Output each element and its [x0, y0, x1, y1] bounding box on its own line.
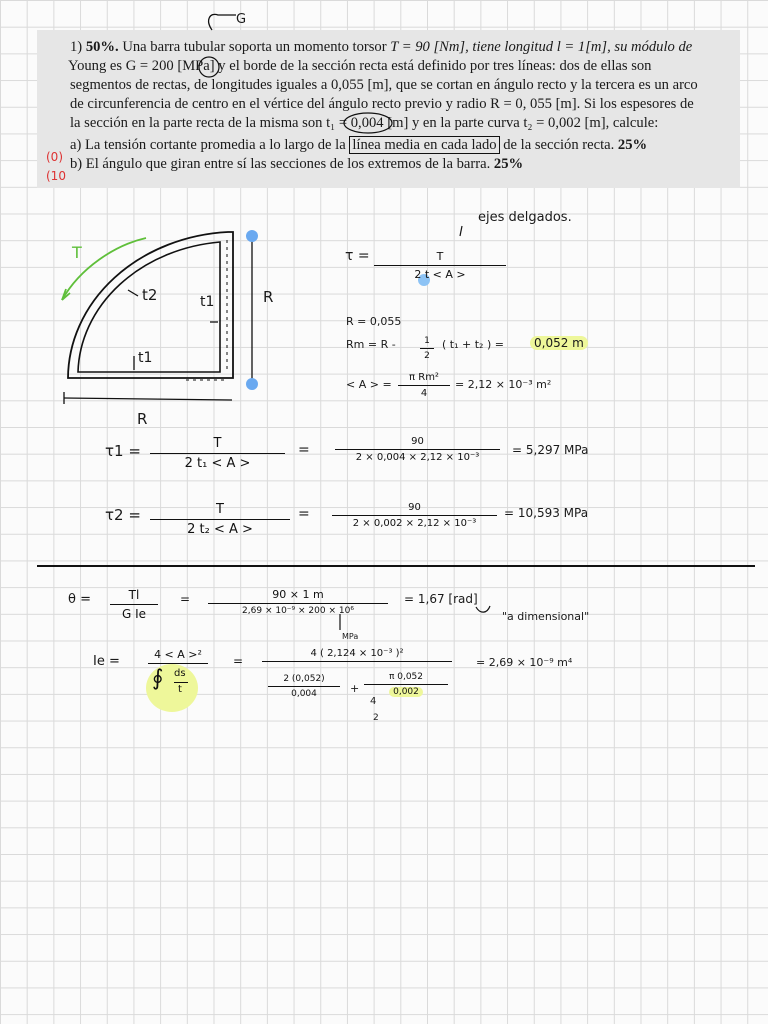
tau1-den2: 2 × 0,004 × 2,12 × 10⁻³ [355, 452, 480, 464]
tau2-den2: 2 × 0,002 × 2,12 × 10⁻³ [352, 518, 477, 530]
tau-num: T [436, 250, 444, 263]
a-lhs: < A > = [346, 378, 392, 391]
theta-adim: "a dimensional" [502, 610, 590, 623]
tau-frac [374, 250, 506, 281]
tau2-lhs: τ2 = [105, 506, 141, 524]
ie-den2b-num: π 0,052 [388, 672, 424, 682]
ie-den2b-den: 0,002 [389, 687, 423, 697]
theta-num2: 90 × 1 m [272, 588, 324, 601]
item-b-text: b) El ángulo que giran entre sí las secciones de los extremos de la barra. [70, 156, 491, 172]
ejes-delgados: ejes delgados. [478, 210, 572, 225]
a-den: 4 [420, 388, 428, 400]
annot-g: G [236, 12, 247, 27]
a-num: π Rm² [409, 372, 439, 383]
ie-den2b-four: 4 [370, 696, 377, 707]
ie-den2b [364, 672, 448, 697]
item-a-suffix: de la sección recta. [503, 137, 615, 153]
item-b-percent: 25% [493, 156, 524, 172]
item-a-boxed: línea media en cada lado [349, 136, 499, 154]
theta-frac2 [208, 588, 388, 616]
tau1-eq: = [298, 442, 310, 458]
ie-num1: 4 < A >² [154, 648, 202, 661]
r-value: R = 0,055 [346, 315, 402, 328]
mark-a: (0) [46, 150, 63, 164]
tau2-result: = 10,593 MPa [504, 506, 589, 520]
a-result: = 2,12 × 10⁻³ m² [455, 378, 552, 391]
rm-frac-den: 2 [424, 351, 430, 362]
ie-den2a-num: 2 (0,052) [283, 674, 325, 684]
item-a-percent: 25% [617, 137, 648, 153]
ie-plus: + [350, 682, 360, 695]
ie-t: t [178, 684, 182, 696]
problem-text-3: segmentos de rectas, de longitudes iguales a 0,055 [m], que se cortan en ángulo recto y la tercera es un arco [70, 77, 698, 93]
tau1-den1: 2 t₁ < A > [184, 456, 251, 472]
tau1-lhs: τ1 = [105, 442, 141, 460]
ie-num2: 4 ( 2,124 × 10⁻³ )² [310, 648, 404, 659]
annot-g-arrow [209, 14, 236, 30]
tau2-frac1 [150, 502, 290, 537]
ie-integral: ∮ [152, 666, 164, 692]
tau1-frac1 [150, 436, 285, 471]
problem-percent: 50%. [85, 39, 119, 55]
theta-num1: Tl [128, 588, 140, 602]
tau2-num1: T [216, 502, 224, 517]
torque-label: T [72, 243, 82, 262]
theta-result: = 1,67 [rad] [404, 592, 478, 606]
theta-eq: = [180, 592, 191, 606]
problem-number: 1) [70, 39, 83, 55]
problem-scribble: Young [68, 58, 107, 74]
theta-den2: 2,69 × 10⁻⁹ × 200 × 10⁶ [242, 606, 354, 617]
ie-lhs: Ie = [93, 654, 120, 669]
ie-den2b-two: 2 [373, 713, 379, 723]
item-a-prefix: a) La tensión cortante promedia a lo largo de la [70, 137, 346, 153]
ie-den2a-den: 0,004 [291, 689, 317, 700]
ie-frac2 [262, 648, 452, 664]
tau2-den1: 2 t₂ < A > [187, 522, 253, 538]
rm-result: 0,052 m [530, 336, 588, 350]
theta-lhs: θ = [68, 592, 91, 607]
r-bottom-line [64, 398, 232, 400]
tau2-num2: 90 [408, 502, 421, 513]
tau1-frac2 [335, 436, 500, 463]
rm-lhs: Rm = R - [346, 338, 396, 351]
tau2-frac2 [332, 502, 497, 529]
section-divider [37, 565, 755, 567]
tau1-num1: T [213, 436, 222, 451]
tau1-result: = 5,297 MPa [512, 443, 589, 457]
theta-mpa-note: MPa [342, 632, 359, 641]
problem-text-1: Una barra tubular soporta un momento torsor [122, 39, 387, 55]
mark-b: (10 [46, 169, 66, 183]
a-frac [398, 372, 450, 399]
t2-arrow [128, 290, 138, 296]
theta-frac1 [110, 588, 158, 621]
ie-den1 [148, 666, 208, 700]
ie-frac1 [148, 648, 208, 700]
rm-frac [420, 336, 434, 361]
t1-bottom-label: t1 [138, 350, 153, 366]
r-bottom-label: R [137, 410, 148, 428]
tau-lhs: τ = [345, 248, 370, 264]
ie-den2b-den-wrap [364, 687, 448, 697]
tau2-eq: = [298, 506, 310, 522]
ie-den2a [268, 674, 340, 699]
rm-frac-num: 1 [424, 336, 430, 346]
ie-result: = 2,69 × 10⁻⁹ m⁴ [476, 656, 573, 669]
r-dim-bottom-dot [246, 378, 258, 390]
problem-text-4: de circunferencia de centro en el vértice del ángulo recto previo y radio R = 0, 055 [m]. Si los espesores de [70, 96, 694, 112]
tau1-num2: 90 [411, 436, 424, 447]
ie-ds: ds [174, 668, 186, 680]
t2-label: t2 [142, 286, 158, 304]
tau-den: 2 t < A > [414, 268, 466, 282]
theta-den1: G Ie [121, 607, 147, 622]
r-dim-top-dot [246, 230, 258, 242]
problem-text-2: es G = 200 [MPa] y el borde de la sección recta está definido por tres líneas: dos de ellas son [109, 58, 652, 74]
r-right-label: R [263, 288, 274, 306]
rm-paren: ( t₁ + t₂ ) = [442, 338, 504, 351]
problem-torque: T = 90 [Nm], tiene longitud l = 1[m], su módulo de [390, 39, 693, 55]
ie-eq: = [233, 654, 244, 668]
t1-label: t1 [200, 294, 215, 310]
problem-text-5: la sección en la parte recta de la misma son t₁ = 0,004 [m] y en la parte curva t₂ = 0,002 [m], calcule: [70, 115, 659, 131]
